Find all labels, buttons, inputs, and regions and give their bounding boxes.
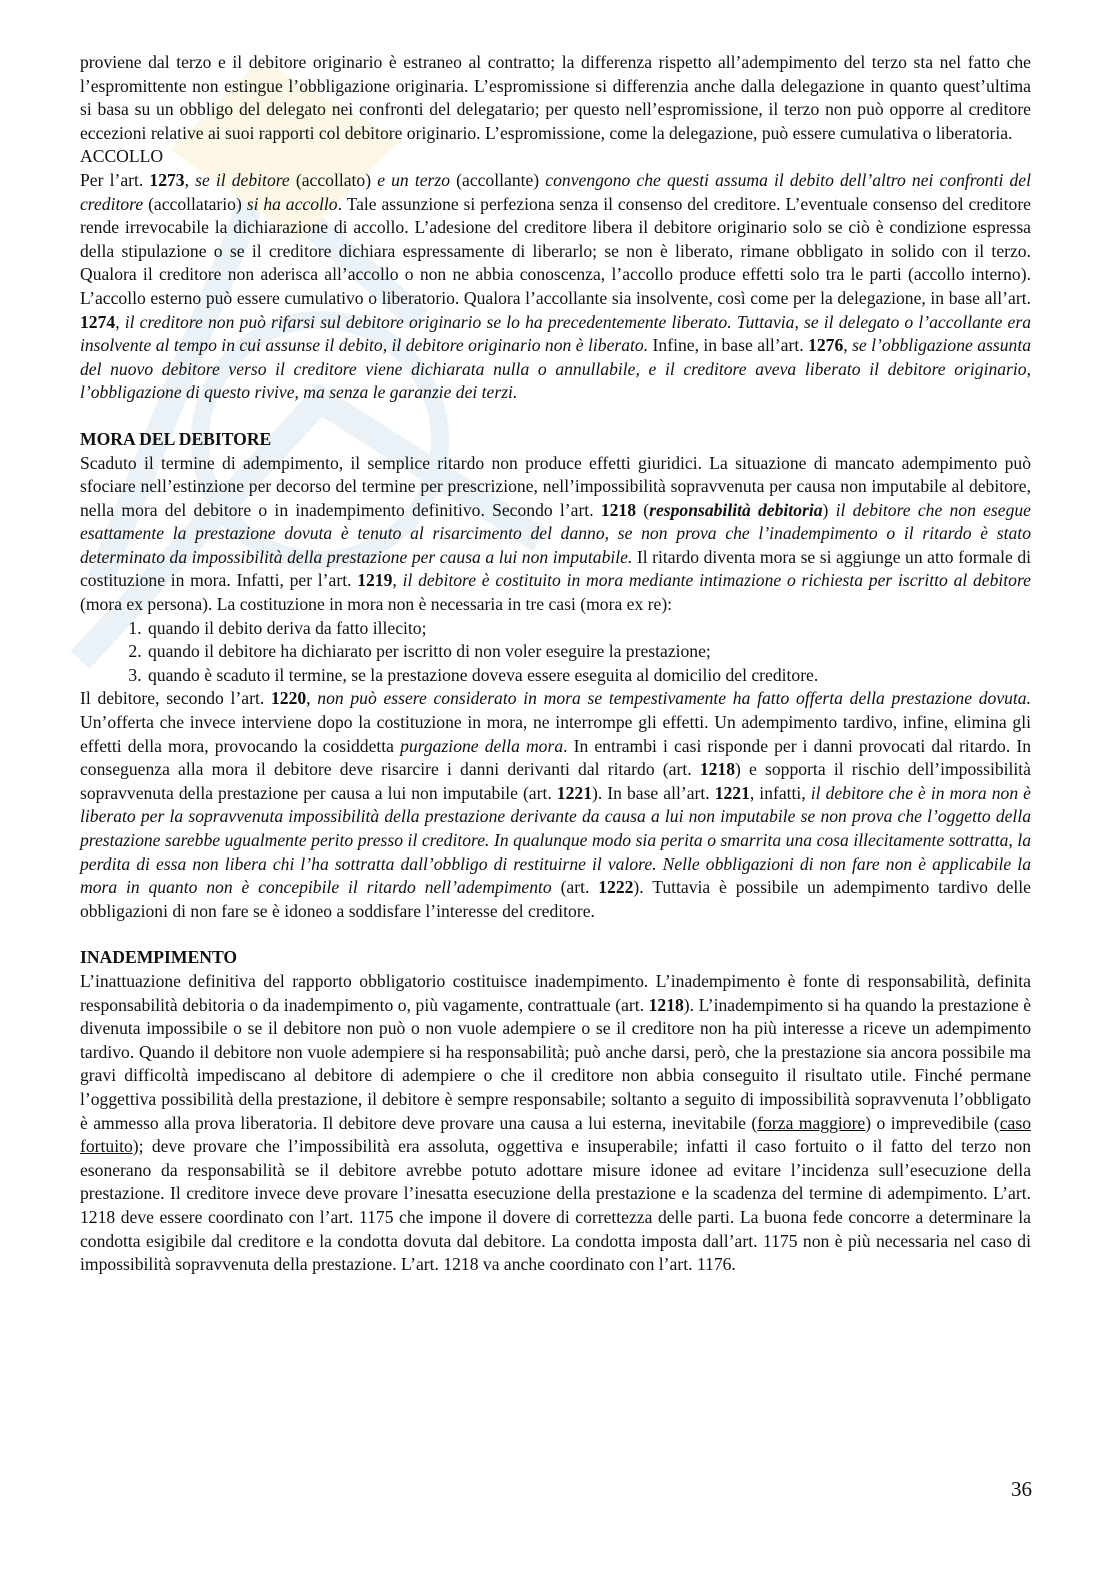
accollo-heading: ACCOLLO — [80, 146, 164, 167]
mora-paragraph-2: Il debitore, secondo l’art. 1220, non può essere considerato in mora se tempestivamente ha fatto offerta della prestazione dovuta. Un’offerta che invece interviene dopo la costituzione in mora, ne interrompe gli effetti. Un adempimento tardivo, infine, elimina gli effetti della mora, provocando la cosiddetta purgazione della mora. In entrambi i casi risponde per i danni provocati dal ritardo. In conseguenza alla mora il debitore deve risarcire i danni derivanti dal ritardo (art. 1218) e sopporta il rischio dell’impossibilità sopravvenuta della prestazione per causa a lui non imputabile (art. 1221). In base all’art. 1221, infatti, il debitore che è in mora non è liberato per la sopravvenuta impossibilità della prestazione derivante da causa a lui non imputabile se non prova che l’oggetto della prestazione sarebbe ugualmente perito presso il creditore. In qualunque modo sia perita o smarrita una cosa illecitamente sottratta, la perdita di essa non libera chi l’ha sottratta dall’obbligo di restituirne il valore. Nelle obbligazioni di non fare non è applicabile la mora in quanto non è concepibile il ritardo nell’adempimento (art. 1222). Tuttavia è possibile un adempimento tardivo delle obbligazioni di non fare se è idoneo a soddisfare l’interesse del creditore. — [80, 688, 1032, 921]
document-body — [80, 51, 1031, 1277]
list-item: 1. quando il debito deriva da fatto illecito; — [146, 617, 1031, 641]
accollo-paragraph: Per l’art. 1273, se il debitore (accollato) e un terzo (accollante) convengono che questi assuma il debito dell’altro nei confronti del creditore (accollatario) si ha accollo. Tale assunzione si perfeziona senza il consenso del creditore. L’eventuale consenso del creditore rende irrevocabile la dichiarazione di accollo. L’adesione del creditore libera il debitore originario solo se ciò è condizione espressa della stipulazione o se il creditore dichiara espressamente di liberarlo; se non è liberato, rimane obbligato in solido con il terzo. Qualora il creditore non aderisca all’accollo o non ne abbia conoscenza, l’accollo produce effetti solo tra le parti (accollo interno). L’accollo esterno può essere cumulativo o liberatorio. Qualora l’accollante sia insolvente, così come per la delegazione, in base all’art. 1274, il creditore non può rifarsi sul debitore originario se lo ha precedentemente liberato. Tuttavia, se il delegato o l’accollante era insolvente al tempo in cui assunse il debito, il debitore originario non è liberato. Infine, in base all’art. 1276, se l’obbligazione assunta del nuovo debitore verso il creditore viene dichiarata nulla o annullabile, e il creditore aveva liberato il debitore originario, l’obbligazione di questo rivive, ma senza le garanzie dei terzi. — [80, 169, 1032, 403]
inadempimento-heading: INADEMPIMENTO — [80, 947, 238, 968]
inadempimento-paragraph: L’inattuazione definitiva del rapporto obbligatorio costituisce inadempimento. L’inadempimento è fonte di responsabilità, definita responsabilità debitoria o da inadempimento o, più vagamente, contrattuale (art. 1218). L’inadempimento si ha quando la prestazione è divenuta impossibile o se il debitore non può o non vuole adempiere o se il creditore non ha più interesse a riceve un adempimento tardivo. Quando il debitore non vuole adempiere si ha responsabilità; può anche darsi, però, che la prestazione sia ancora possibile ma gravi difficoltà impediscano al debitore di adempiere o che il creditore non abbia conseguito il risultato utile. Finché permane l’oggettiva possibilità della prestazione, il debitore è sempre responsabile; soltanto a seguito di impossibilità sopravvenuta l’obbligato è ammesso alla prova liberatoria. Il debitore deve provare una causa a lui esterna, inevitabile (forza maggiore) o imprevedibile (caso fortuito); deve provare che l’impossibilità era assoluta, oggettiva e insuperabile; infatti il caso fortuito o il fatto del terzo non esonerano da responsabilità se il debitore avrebbe potuto adottare misure idonee ad evitare l’incidenza sull’esecuzione della prestazione. Il creditore invece deve provare l’inesatta esecuzione della prestazione e la scadenza del termine di adempimento. L’art. 1218 deve essere coordinato con l’art. 1175 che impone il dovere di correttezza delle parti. La buona fede concorre a determinare la condotta esigibile dal creditore e la condotta dovuta dal debitore. La condotta imposta dall’art. 1175 non è più necessaria nel caso di impossibilità sopravvenuta della prestazione. L’art. 1218 va anche coordinato con l’art. 1176. — [80, 970, 1032, 1275]
list-item: 2. quando il debitore ha dichiarato per iscritto di non voler eseguire la prestazione; — [146, 640, 1031, 664]
mora-ex-re-list — [80, 617, 1031, 688]
espromissione-paragraph: proviene dal terzo e il debitore originario è estraneo al contratto; la differenza rispetto all’adempimento del terzo sta nel fatto che l’espromittente non estingue l’obbligazione originaria. L’espromissione si differenzia anche dalla delegazione in quanto quest’ultima si basa su un obbligo del delegato nei confronti del delegatario; per questo nell’espromissione, il terzo non può opporre al creditore eccezioni relative ai suoi rapporti col debitore originario. L’espromissione, come la delegazione, può essere cumulativa o liberatoria. — [80, 52, 1031, 143]
page-number: 36 — [1011, 1477, 1032, 1501]
mora-heading: MORA DEL DEBITORE — [80, 428, 272, 449]
mora-paragraph: Scaduto il termine di adempimento, il semplice ritardo non produce effetti giuridici. La situazione di mancato adempimento può sfociare nell’estinzione per decorso del termine per prescrizione, nell’impossibilità sopravvenuta per causa non imputabile al debitore, nella mora del debitore o in inadempimento definitivo. Secondo l’art. 1218 (responsabilità debitoria) il debitore che non esegue esattamente la prestazione dovuta è tenuto al risarcimento del danno, se non prova che l’inadempimento o il ritardo è stato determinato da impossibilità della prestazione per causa a lui non imputabile. Il ritardo diventa mora se si aggiunge un atto formale di costituzione in mora. Infatti, per l’art. 1219, il debitore è costituito in mora mediante intimazione o richiesta per iscritto al debitore (mora ex persona). La costituzione in mora non è necessaria in tre casi (mora ex re): — [80, 452, 1031, 615]
list-item: 3. quando è scaduto il termine, se la prestazione doveva essere eseguita al domicilio del creditore. — [146, 664, 1031, 688]
